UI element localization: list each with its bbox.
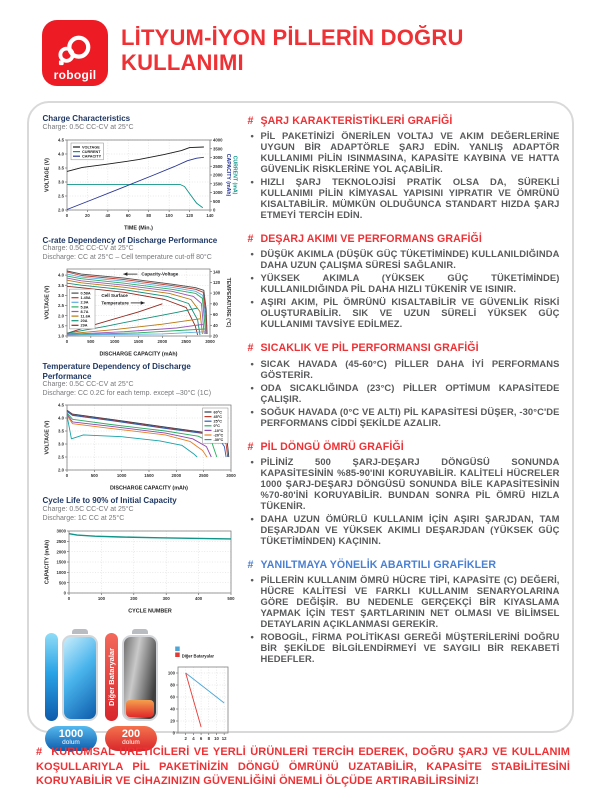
svg-text:100: 100 (97, 595, 105, 601)
bullet-item: • SOĞUK HAVADA (0°C VE ALTI) PİL KAPASİTESİ DÜŞER, -30°C'DE PERFORMANS CİDDİ ŞEKİLDE AZALIR. (248, 406, 560, 428)
svg-text:CAPACITY (mAh): CAPACITY (mAh) (44, 539, 50, 584)
svg-text:60: 60 (169, 694, 175, 700)
hash-mark: # (247, 115, 254, 127)
svg-text:1000: 1000 (55, 569, 66, 575)
svg-text:3.0: 3.0 (57, 179, 64, 185)
svg-text:0: 0 (65, 212, 68, 218)
svg-text:0: 0 (172, 730, 175, 736)
svg-text:TIME (Min.): TIME (Min.) (123, 225, 153, 231)
svg-text:400: 400 (194, 595, 202, 601)
content-card (27, 101, 574, 747)
svg-text:4.0: 4.0 (57, 272, 64, 278)
svg-text:2000: 2000 (55, 548, 66, 554)
heading-text: YANILTMAYA YÖNELİK ABARTILI GRAFİKLER (260, 558, 497, 571)
svg-text:2000: 2000 (171, 473, 181, 479)
cycle-count: 200 (121, 728, 141, 741)
bullet-item: • DÜŞÜK AKIMLA (DÜŞÜK GÜÇ TÜKETİMİNDE) KULLANILDIĞINDA DAHA UZUN ÇALIŞMA SÜRESİ SAĞLANIR. (248, 248, 560, 270)
svg-text:CYCLE NUMBER: CYCLE NUMBER (127, 608, 172, 614)
svg-text:-20°C: -20°C (213, 433, 223, 438)
svg-text:VOLTAGE (V): VOLTAGE (V) (44, 285, 50, 320)
svg-text:0.58A: 0.58A (80, 291, 91, 296)
svg-text:5.8A: 5.8A (80, 305, 89, 310)
svg-text:4.5: 4.5 (57, 137, 64, 143)
svg-text:CAPACITY (mAh): CAPACITY (mAh) (224, 153, 231, 196)
section-misleading-graphs (248, 559, 560, 664)
exaggerated-comparison-chart (165, 645, 231, 745)
hash-mark: # (36, 746, 43, 758)
svg-text:3000: 3000 (204, 339, 215, 345)
svg-text:-30°C: -30°C (213, 438, 223, 443)
heading-text: PİL DÖNGÜ ÖMRÜ GRAFİĞİ (260, 440, 404, 453)
section-discharge (248, 233, 560, 329)
chart-subtitle: Discharge: CC at 25°C – Cell temperature cut-off 80°C (42, 254, 212, 262)
bullet-item: • ODA SICAKLIĞINDA (23°C) PİLLER OPTİMUM KAPASİTEDE ÇALIŞIR. (248, 382, 560, 404)
other-battery-group (105, 629, 158, 751)
svg-text:3000: 3000 (55, 528, 66, 534)
svg-text:-10°C: -10°C (213, 428, 223, 433)
crate-discharge-block (37, 236, 237, 358)
chart-subtitle: Charge: 0.5C CC-CV at 25°C (42, 381, 134, 389)
svg-text:2500: 2500 (55, 538, 66, 544)
svg-text:140: 140 (212, 269, 220, 275)
robogil-circles-icon (56, 33, 94, 67)
svg-text:0: 0 (212, 207, 215, 213)
svg-text:2500: 2500 (212, 163, 223, 169)
svg-text:Diğer Bataryalar: Diğer Bataryalar (181, 653, 214, 659)
svg-text:CURRENT (mA): CURRENT (mA) (231, 155, 237, 194)
bullet-item: • PİLLERİN KULLANIM ÖMRÜ HÜCRE TİPİ, KAPASİTE (C) DEĞERİ, HÜCRE KALİTESİ VE FARKLI KULLANIM SENARYOLARINA GÖRE DEĞİŞİR. BU NEDENLE GERÇEKÇİ BİR KIYASLAMA YAPMAK İÇİN TEST ŞARTLARININ NET OLMASI VE BİLİMSEL DETAYLARIN AÇIKLANMASI GEREKİR. (248, 574, 560, 629)
svg-text:CURRENT: CURRENT (81, 149, 101, 154)
robogil-logo (42, 20, 108, 86)
svg-text:12: 12 (221, 735, 227, 741)
page-title: LİTYUM-İYON PİLLERİN DOĞRU KULLANIMI (121, 25, 464, 75)
svg-text:1000: 1000 (212, 189, 223, 195)
section-heading (248, 115, 560, 127)
svg-text:3.0: 3.0 (57, 293, 64, 299)
svg-text:4.5: 4.5 (57, 402, 64, 408)
svg-text:6: 6 (199, 735, 202, 741)
svg-text:2000: 2000 (212, 172, 223, 178)
battery-comparison (37, 629, 237, 751)
header (0, 0, 600, 86)
svg-text:80: 80 (169, 682, 175, 688)
svg-text:Temperature: Temperature (100, 300, 129, 306)
svg-text:100: 100 (165, 212, 173, 218)
svg-text:20: 20 (84, 212, 90, 218)
chart-subtitle: Discharge: CC 0.2C for each temp. except –30°C (1C) (42, 390, 212, 398)
svg-text:Cell Surface: Cell Surface (100, 293, 128, 299)
svg-text:0: 0 (67, 595, 70, 601)
chart-subtitle: Charge: 0.5C CC-CV at 25°C (42, 123, 134, 131)
chart-subtitle: Charge: 0.5C CC-CV at 25°C (42, 245, 134, 253)
svg-text:8: 8 (207, 735, 210, 741)
svg-text:500: 500 (212, 198, 220, 204)
svg-text:4: 4 (191, 735, 195, 741)
svg-text:4.0: 4.0 (57, 151, 64, 157)
svg-text:25°C: 25°C (213, 419, 222, 424)
chart-title: C-rate Dependency of Discharge Performance (42, 235, 218, 245)
battery-body-empty (122, 635, 158, 721)
chart-title: Cycle Life to 90% of Initial Capacity (42, 496, 177, 506)
svg-text:60: 60 (125, 212, 131, 218)
svg-text:2500: 2500 (180, 339, 191, 345)
other-batteries-label: Diğer Bataryalar (106, 647, 116, 706)
svg-text:DISCHARGE CAPACITY (mAh): DISCHARGE CAPACITY (mAh) (99, 351, 177, 358)
svg-text:1500: 1500 (55, 559, 66, 565)
svg-text:20: 20 (169, 718, 175, 724)
chart-title: Charge Characteristics (42, 114, 131, 123)
battery-cap (132, 629, 148, 634)
svg-text:1.5: 1.5 (57, 323, 64, 329)
charts-column (37, 111, 237, 747)
charge-characteristics-chart (43, 135, 241, 231)
svg-text:45°C: 45°C (213, 415, 222, 420)
bullet-item: • HIZLI ŞARJ TEKNOLOJİSİ PRATİK OLSA DA, SÜREKLİ KULLANIMI PİLİN KİMYASAL YAPISINI YIPRATIR VE ÖMRÜNÜ KISALTABİLİR. MÜMKÜN OLDUĞUNCA STANDART HIZDA ŞARJ ETMEYİ TERCİH EDİN. (248, 176, 560, 220)
svg-text:20A: 20A (80, 319, 87, 324)
svg-text:3000: 3000 (225, 473, 236, 479)
svg-text:300: 300 (162, 595, 170, 601)
svg-text:2.5: 2.5 (57, 454, 64, 460)
svg-text:0: 0 (65, 339, 68, 345)
battery-body-full (62, 635, 98, 721)
hash-mark: # (247, 558, 254, 571)
svg-text:TEMPERATURE (°C): TEMPERATURE (°C) (224, 277, 231, 328)
footer-message (36, 745, 570, 789)
section-heading (248, 441, 560, 453)
hash-mark: # (247, 440, 254, 453)
svg-text:1500: 1500 (133, 339, 143, 345)
bullet-item: • DAHA UZUN ÖMÜRLÜ KULLANIM İÇİN AŞIRI ŞARJDAN, TAM DEŞARJDAN VE YÜKSEK AKIMLI DEŞARJDAN (YÜKSEK GÜÇ TÜKETİMİNDEN) KAÇININ. (248, 513, 560, 546)
bullet-item: • PİLİNİZ 500 ŞARJ-DEŞARJ DÖNGÜSÜ SONUNDA KAPASİTESİNİN %85-90'INI KORUYABİLİR. KALİTELİ HÜCRELER 1000 ŞARJ-DEŞARJ DÖNGÜSÜ SONUNDA BİLE KAPASİTESİNİN %70-80'İNİ KORUYABİLİR. BUNDAN SONRA PİL ÖMRÜ HIZLA TÜKENİR. (248, 456, 560, 511)
svg-text:80: 80 (212, 301, 218, 307)
svg-text:3000: 3000 (212, 154, 223, 160)
svg-text:200: 200 (129, 595, 137, 601)
battery-cap (72, 629, 88, 634)
svg-text:2.0: 2.0 (57, 313, 64, 319)
svg-text:4000: 4000 (212, 137, 223, 143)
svg-text:120: 120 (212, 280, 220, 286)
svg-text:1000: 1000 (109, 339, 119, 345)
chart-subtitle: Discharge: 1C CC at 25°C (42, 514, 125, 522)
svg-text:11.6A: 11.6A (80, 314, 90, 319)
chart-title: Temperature Dependency of Discharge Performance (42, 362, 191, 381)
svg-text:100: 100 (212, 290, 220, 296)
svg-text:CAPACITY: CAPACITY (81, 154, 101, 159)
heading-text: ŞARJ KARAKTERİSTİKLERİ GRAFİĞİ (260, 115, 453, 127)
temperature-discharge-block (37, 362, 237, 491)
svg-text:1500: 1500 (143, 473, 154, 479)
svg-text:3.0: 3.0 (57, 441, 64, 447)
svg-text:2000: 2000 (157, 339, 167, 345)
svg-text:80: 80 (145, 212, 151, 218)
svg-text:1500: 1500 (212, 180, 223, 186)
svg-text:40: 40 (169, 706, 175, 712)
svg-text:0°C: 0°C (213, 424, 220, 429)
svg-text:2.9A: 2.9A (80, 300, 89, 305)
svg-text:500: 500 (86, 339, 94, 345)
svg-text:60: 60 (212, 312, 218, 318)
svg-text:3.5: 3.5 (57, 428, 64, 434)
bullet-item: • PİL PAKETİNİZİ ÖNERİLEN VOLTAJ VE AKIM DEĞERLERİNE UYGUN BİR ADAPTÖRLE ŞARJ EDİN. YANLIŞ ADAPTÖR KULLANIMI PİLİN ISINMASINA, KAPASİTE KAYBINA VE HATTA GÜVENLİK RİSKLERİNE YOL AÇABİLİR. (248, 130, 560, 174)
svg-text:40: 40 (104, 212, 110, 218)
svg-text:DISCHARGE CAPACITY (mAh): DISCHARGE CAPACITY (mAh) (109, 485, 188, 492)
empty-battery (122, 629, 158, 721)
hash-mark: # (247, 233, 254, 246)
svg-text:0: 0 (63, 590, 66, 596)
svg-text:500: 500 (90, 473, 98, 479)
svg-text:VOLTAGE (V): VOLTAGE (V) (44, 157, 50, 192)
svg-text:500: 500 (58, 579, 66, 585)
charge-characteristics-block (37, 114, 237, 231)
svg-text:VOLTAGE (V): VOLTAGE (V) (44, 420, 50, 455)
svg-text:120: 120 (185, 212, 193, 218)
svg-text:Capacity-Voltage: Capacity-Voltage (140, 271, 178, 277)
svg-text:500: 500 (226, 595, 235, 601)
svg-text:8.7A: 8.7A (80, 309, 89, 314)
section-heading (248, 559, 560, 571)
svg-text:3.5: 3.5 (57, 165, 64, 171)
svg-text:1.45A: 1.45A (80, 296, 91, 301)
cycle-life-block (37, 496, 237, 614)
section-charge (248, 115, 560, 220)
svg-text:2.5: 2.5 (57, 193, 64, 199)
cycle-life-chart (43, 526, 241, 614)
svg-text:100: 100 (167, 670, 175, 676)
svg-text:20: 20 (212, 333, 218, 339)
svg-text:60°C: 60°C (213, 410, 222, 415)
low-charge-fill (126, 700, 154, 716)
svg-text:2.0: 2.0 (57, 207, 64, 213)
cycle-count: 1000 (58, 728, 84, 741)
text-column (244, 111, 564, 725)
svg-text:1.0: 1.0 (57, 333, 64, 339)
svg-text:29A: 29A (80, 323, 87, 328)
svg-text:40: 40 (212, 322, 218, 328)
section-temperature (248, 342, 560, 427)
cycle-unit: dolum (62, 739, 80, 747)
blue-pill-bar (45, 633, 58, 721)
svg-text:3.5: 3.5 (57, 282, 64, 288)
svg-text:10: 10 (213, 735, 219, 741)
heading-text: DEŞARJ AKIMI VE PERFORMANS GRAFİĞİ (260, 233, 482, 246)
svg-text:2500: 2500 (198, 473, 208, 479)
full-battery (62, 629, 98, 721)
bullet-item: • ROBOGİL, FİRMA POLİTİKASI GEREĞİ MÜŞTERİLERİNİ DOĞRU BİR ŞEKİLDE BİLGİLENDİRMEYİ VE SAYGILI BİR REKABETİ HEDEFLER. (248, 631, 560, 664)
bullet-item: • AŞIRI AKIM, PİL ÖMRÜNÜ KISALTABİLİR VE GÜVENLİK RİSKİ OLUŞTURABİLİR. SIK VE UZUN SÜRELİ YÜKSEK GÜÇ KULLANIMI TAVSİYE EDİLMEZ. (248, 296, 560, 329)
svg-text:2.5: 2.5 (57, 303, 64, 309)
section-cycle-life (248, 441, 560, 546)
heading-text: SICAKLIK VE PİL PERFORMANSI GRAFİĞİ (260, 342, 479, 355)
svg-text:4.0: 4.0 (57, 415, 64, 421)
section-heading (248, 342, 560, 354)
chart-subtitle: Charge: 0.5C CC-CV at 25°C (42, 505, 134, 513)
svg-text:1000: 1000 (116, 473, 126, 479)
svg-text:2.0: 2.0 (57, 467, 64, 473)
svg-text:140: 140 (205, 212, 214, 218)
logo-wordmark: robogil (53, 68, 97, 82)
svg-text:3500: 3500 (212, 145, 223, 151)
hash-mark: # (247, 342, 254, 355)
cycle-unit: dolum (122, 739, 140, 747)
footer-text: KURUMSAL ÜRETİCİLERİ VE YERLİ ÜRÜNLERİ TERCİH EDEREK, DOĞRU ŞARJ VE KULLANIM KOŞULLARIYLA PİL PAKETİNİZİN DÖNGÜ ÖMRÜNÜ UZATABİLİR, KAPASİTE STABİLİTESİNİ KORUYABİLİR VE CİHAZINIZIN GÜVENLİĞİNİ ÖNEMLİ ÖLÇÜDE ARTIRABİLİRSİNİZ! (36, 746, 570, 788)
temperature-discharge-chart (43, 401, 241, 491)
crate-discharge-chart (43, 265, 241, 357)
svg-text:0: 0 (65, 473, 68, 479)
svg-text:VOLTAGE: VOLTAGE (81, 144, 100, 149)
bullet-item: • YÜKSEK AKIMLA (YÜKSEK GÜÇ TÜKETİMİNDE) KULLANILDIĞINDA PİL DAHA HIZLI TÜKENİR VE ISINIR. (248, 272, 560, 294)
robogil-battery-group (45, 629, 98, 751)
svg-text:2: 2 (183, 735, 187, 741)
red-pill-label (105, 633, 118, 721)
section-heading (248, 233, 560, 245)
bullet-item: • SICAK HAVADA (45-60°C) PİLLER DAHA İYİ PERFORMANS GÖSTERİR. (248, 358, 560, 380)
